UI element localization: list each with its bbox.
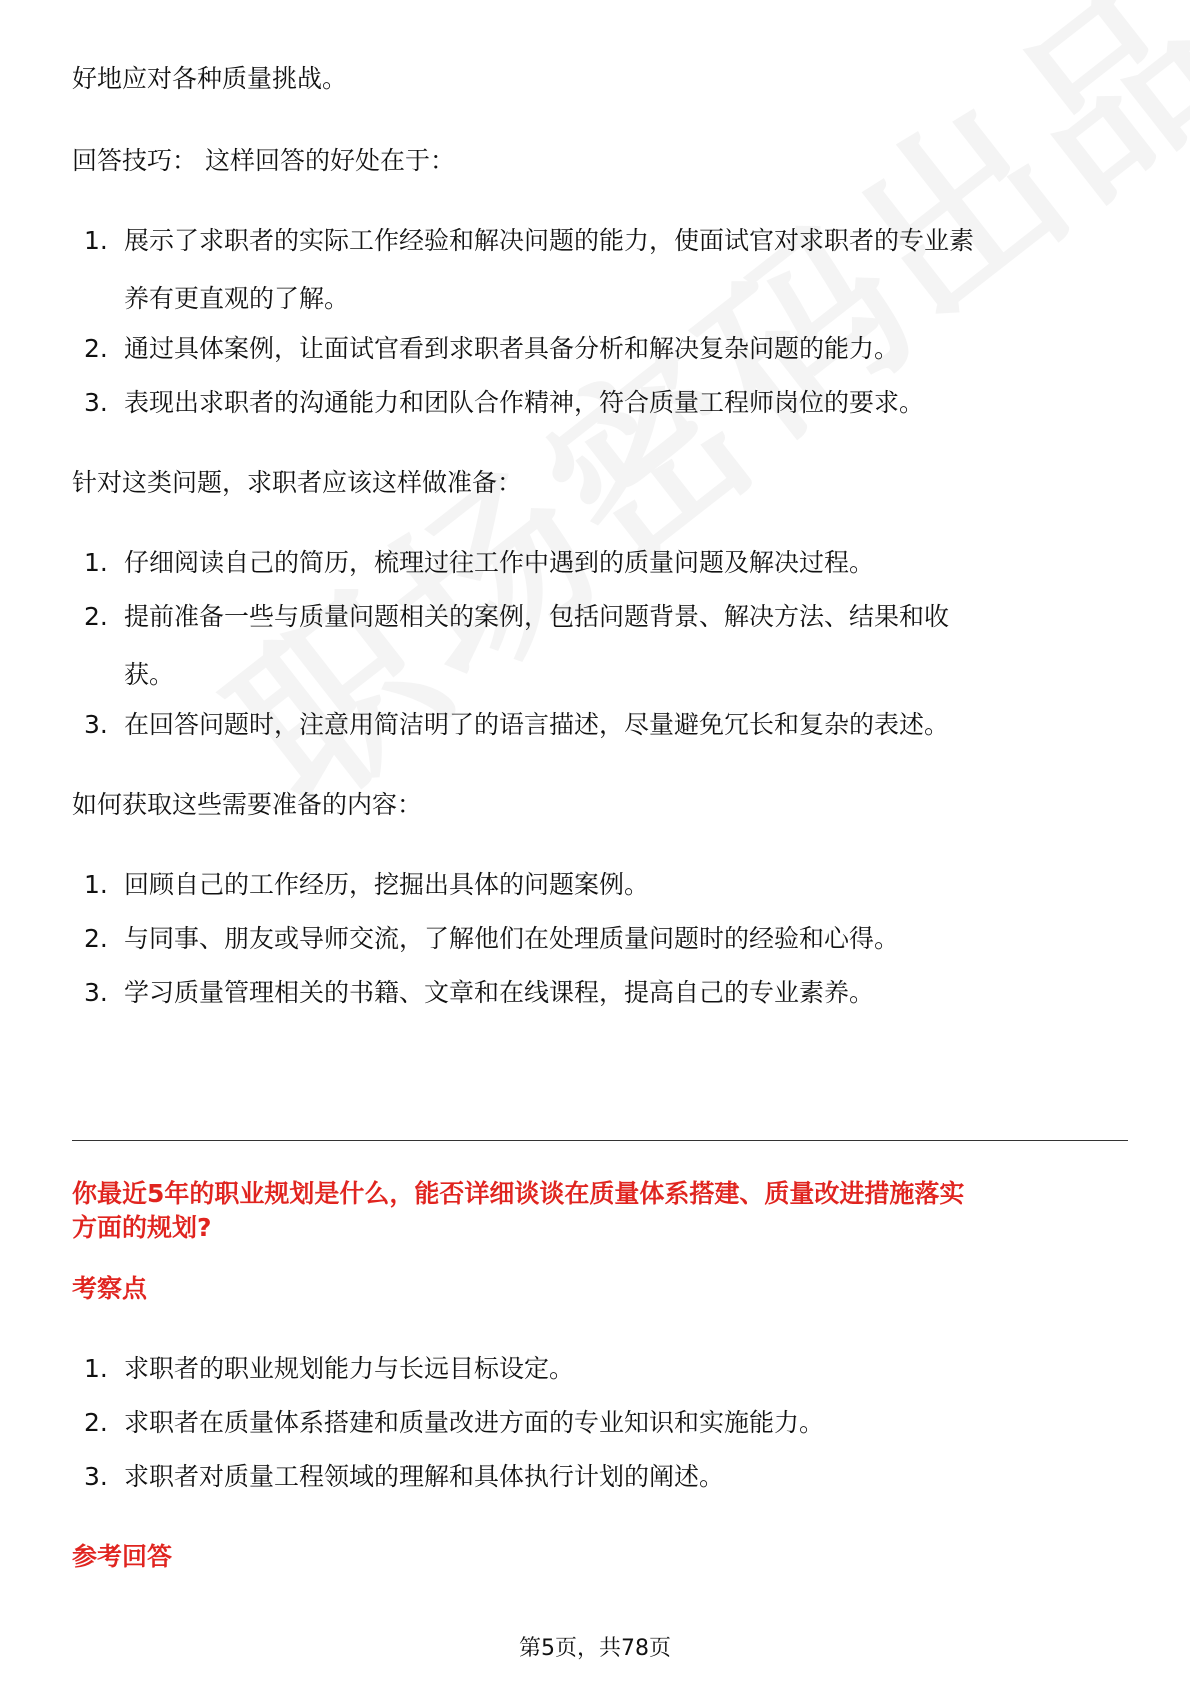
list-item-number: 2. [84,334,108,363]
focus-heading: 考察点 [72,1274,148,1303]
list-item-number: 1. [84,226,108,255]
list-item-number: 1. [84,548,108,577]
list-item-number: 2. [84,924,108,953]
section-divider [72,1140,1128,1141]
list-item-number: 3. [84,1462,108,1491]
list-item-number: 1. [84,1354,108,1383]
list-item-number: 2. [84,1408,108,1437]
question-title-line: 你最近5年的职业规划是什么，能否详细谈谈在质量体系搭建、质量改进措施落实 [72,1179,965,1208]
list-item-text: 求职者的职业规划能力与长远目标设定。 [124,1354,575,1383]
intro-tail-text: 好地应对各种质量挑战。 [72,64,348,93]
list-item-text: 求职者对质量工程领域的理解和具体执行计划的阐述。 [124,1462,725,1491]
question-title [72,1177,964,1245]
list-item-text: 通过具体案例，让面试官看到求职者具备分析和解决复杂问题的能力。 [124,334,900,363]
list-item-number: 3. [84,978,108,1007]
tips-heading: 回答技巧： 这样回答的好处在于： [72,146,455,175]
list-item-text: 回顾自己的工作经历，挖掘出具体的问题案例。 [124,870,650,899]
page-number-footer: 第5页，共78页 [519,1636,671,1661]
source-heading: 如何获取这些需要准备的内容： [72,790,423,819]
list-item-number: 3. [84,710,108,739]
list-item-text-continued: 获。 [124,660,175,689]
question-title-line-continued: 方面的规划? [72,1213,212,1242]
list-item-text: 求职者在质量体系搭建和质量改进方面的专业知识和实施能力。 [124,1408,825,1437]
list-item-text: 学习质量管理相关的书籍、文章和在线课程，提高自己的专业素养。 [124,978,875,1007]
list-item-text: 展示了求职者的实际工作经验和解决问题的能力，使面试官对求职者的专业素 [124,226,975,255]
prep-heading: 针对这类问题，求职者应该这样做准备： [72,468,523,497]
list-item-text: 提前准备一些与质量问题相关的案例，包括问题背景、解决方法、结果和收 [124,602,950,631]
list-item-number: 3. [84,388,108,417]
answer-heading: 参考回答 [72,1542,173,1571]
list-item-text-continued: 养有更直观的了解。 [124,284,350,313]
list-item-text: 与同事、朋友或导师交流，了解他们在处理质量问题时的经验和心得。 [124,924,900,953]
list-item-number: 1. [84,870,108,899]
list-item-text: 在回答问题时，注意用简洁明了的语言描述，尽量避免冗长和复杂的表述。 [124,710,950,739]
list-item-number: 2. [84,602,108,631]
list-item-text: 仔细阅读自己的简历，梳理过往工作中遇到的质量问题及解决过程。 [124,548,875,577]
list-item-text: 表现出求职者的沟通能力和团队合作精神，符合质量工程师岗位的要求。 [124,388,925,417]
